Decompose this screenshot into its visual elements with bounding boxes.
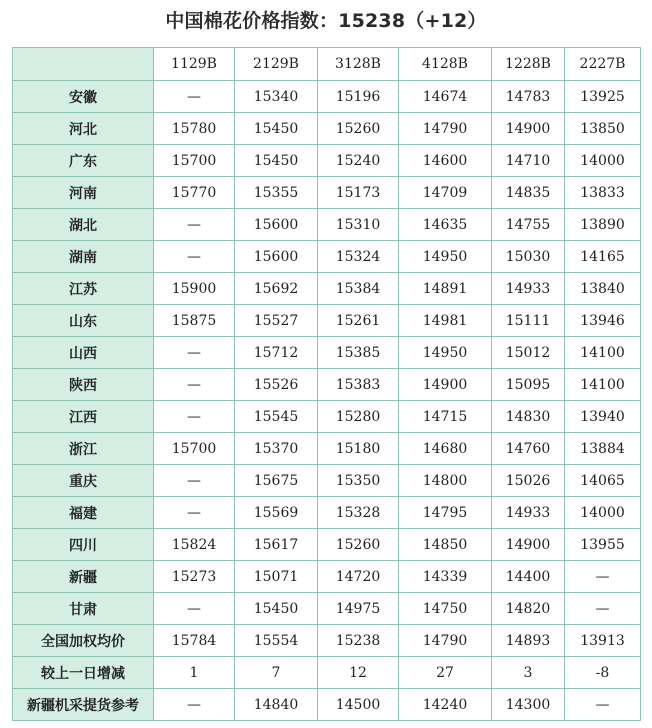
- price-cell: 15196: [318, 81, 399, 113]
- price-cell: 15260: [318, 529, 399, 561]
- price-cell: —: [154, 369, 235, 401]
- price-cell: 13940: [565, 401, 641, 433]
- price-cell: 14790: [399, 625, 492, 657]
- price-cell: 14715: [399, 401, 492, 433]
- row-label: 安徽: [13, 81, 154, 113]
- column-header: 2227B: [565, 48, 641, 81]
- price-cell: —: [154, 401, 235, 433]
- price-cell: 14240: [399, 689, 492, 721]
- row-label: 湖南: [13, 241, 154, 273]
- row-label: 四川: [13, 529, 154, 561]
- price-cell: —: [154, 465, 235, 497]
- table-row: [13, 145, 641, 177]
- row-label: 河南: [13, 177, 154, 209]
- price-cell: 15675: [235, 465, 318, 497]
- price-cell: 14900: [492, 113, 565, 145]
- table-row: [13, 369, 641, 401]
- table-row: [13, 273, 641, 305]
- price-cell: 15770: [154, 177, 235, 209]
- price-cell: 14900: [399, 369, 492, 401]
- price-cell: 14800: [399, 465, 492, 497]
- column-header: 1228B: [492, 48, 565, 81]
- price-cell: 14790: [399, 113, 492, 145]
- price-cell: 15700: [154, 433, 235, 465]
- price-cell: 14339: [399, 561, 492, 593]
- row-label: 山西: [13, 337, 154, 369]
- row-label: 新疆: [13, 561, 154, 593]
- price-cell: 15071: [235, 561, 318, 593]
- price-cell: 15095: [492, 369, 565, 401]
- table-row: [13, 401, 641, 433]
- price-cell: 14165: [565, 241, 641, 273]
- price-cell: 14710: [492, 145, 565, 177]
- price-cell: 14755: [492, 209, 565, 241]
- table-row: [13, 177, 641, 209]
- price-cell: 15026: [492, 465, 565, 497]
- price-cell: 15355: [235, 177, 318, 209]
- price-cell: 15875: [154, 305, 235, 337]
- price-cell: 14933: [492, 273, 565, 305]
- price-cell: 3: [492, 657, 565, 689]
- price-cell: 14820: [492, 593, 565, 625]
- price-cell: 15383: [318, 369, 399, 401]
- price-cell: 15712: [235, 337, 318, 369]
- price-cell: 14300: [492, 689, 565, 721]
- price-cell: 14635: [399, 209, 492, 241]
- price-cell: 15385: [318, 337, 399, 369]
- table-row: [13, 337, 641, 369]
- table-row: [13, 433, 641, 465]
- table-row: [13, 593, 641, 625]
- price-cell: —: [154, 337, 235, 369]
- price-cell: 13840: [565, 273, 641, 305]
- price-cell: 15111: [492, 305, 565, 337]
- row-label: 山东: [13, 305, 154, 337]
- price-cell: 14100: [565, 337, 641, 369]
- price-cell: 15900: [154, 273, 235, 305]
- price-cell: 15310: [318, 209, 399, 241]
- column-header: 1129B: [154, 48, 235, 81]
- price-cell: 14795: [399, 497, 492, 529]
- price-cell: 14900: [492, 529, 565, 561]
- price-cell: 15238: [318, 625, 399, 657]
- price-cell: 12: [318, 657, 399, 689]
- row-label: 较上一日增减: [13, 657, 154, 689]
- price-cell: 15600: [235, 209, 318, 241]
- price-cell: 13850: [565, 113, 641, 145]
- row-label: 甘肃: [13, 593, 154, 625]
- price-cell: 14000: [565, 497, 641, 529]
- price-cell: 15450: [235, 145, 318, 177]
- price-cell: 15450: [235, 593, 318, 625]
- table-row: [13, 561, 641, 593]
- table-row: [13, 81, 641, 113]
- price-cell: 15012: [492, 337, 565, 369]
- price-cell: 13833: [565, 177, 641, 209]
- price-cell: 13946: [565, 305, 641, 337]
- price-cell: 15545: [235, 401, 318, 433]
- price-cell: 15569: [235, 497, 318, 529]
- price-cell: 15240: [318, 145, 399, 177]
- table-row: [13, 657, 641, 689]
- price-cell: 15554: [235, 625, 318, 657]
- price-cell: 15328: [318, 497, 399, 529]
- price-cell: 14760: [492, 433, 565, 465]
- price-cell: 14500: [318, 689, 399, 721]
- row-label: 河北: [13, 113, 154, 145]
- table-row: [13, 529, 641, 561]
- price-cell: 1: [154, 657, 235, 689]
- page-title: 中国棉花价格指数：15238（+12）: [165, 10, 487, 32]
- price-cell: 14850: [399, 529, 492, 561]
- price-cell: 15030: [492, 241, 565, 273]
- price-cell: 15173: [318, 177, 399, 209]
- price-cell: 15617: [235, 529, 318, 561]
- cotton-price-table: [12, 47, 641, 721]
- price-cell: 14933: [492, 497, 565, 529]
- price-cell: —: [154, 593, 235, 625]
- price-cell: 14840: [235, 689, 318, 721]
- row-label: 湖北: [13, 209, 154, 241]
- price-cell: -8: [565, 657, 641, 689]
- price-cell: —: [154, 689, 235, 721]
- price-cell: 15260: [318, 113, 399, 145]
- price-cell: 14600: [399, 145, 492, 177]
- row-label: 重庆: [13, 465, 154, 497]
- price-cell: 15273: [154, 561, 235, 593]
- column-header: 2129B: [235, 48, 318, 81]
- price-cell: —: [565, 593, 641, 625]
- price-cell: 14709: [399, 177, 492, 209]
- price-cell: 7: [235, 657, 318, 689]
- price-cell: 14950: [399, 241, 492, 273]
- price-cell: 15261: [318, 305, 399, 337]
- table-row: [13, 305, 641, 337]
- price-cell: 15700: [154, 145, 235, 177]
- price-cell: 15526: [235, 369, 318, 401]
- price-cell: 14720: [318, 561, 399, 593]
- price-cell: —: [565, 689, 641, 721]
- row-label: 广东: [13, 145, 154, 177]
- price-cell: 14680: [399, 433, 492, 465]
- price-cell: 13884: [565, 433, 641, 465]
- table-row: [13, 689, 641, 721]
- price-cell: 13925: [565, 81, 641, 113]
- price-cell: 15340: [235, 81, 318, 113]
- price-cell: 14830: [492, 401, 565, 433]
- price-cell: 14975: [318, 593, 399, 625]
- table-row: [13, 113, 641, 145]
- price-cell: 15824: [154, 529, 235, 561]
- table-row: [13, 465, 641, 497]
- price-cell: —: [154, 497, 235, 529]
- price-cell: 15324: [318, 241, 399, 273]
- price-cell: 14000: [565, 145, 641, 177]
- price-cell: 13955: [565, 529, 641, 561]
- row-label: 陕西: [13, 369, 154, 401]
- price-cell: 14750: [399, 593, 492, 625]
- price-cell: 15370: [235, 433, 318, 465]
- price-cell: 14065: [565, 465, 641, 497]
- price-cell: 14891: [399, 273, 492, 305]
- price-cell: 15692: [235, 273, 318, 305]
- table-header-row: [13, 48, 641, 81]
- price-cell: 14100: [565, 369, 641, 401]
- row-label: 江苏: [13, 273, 154, 305]
- price-cell: —: [154, 241, 235, 273]
- column-header: 4128B: [399, 48, 492, 81]
- column-header: 3128B: [318, 48, 399, 81]
- table-corner-cell: [13, 48, 154, 81]
- price-cell: 15384: [318, 273, 399, 305]
- price-cell: —: [154, 209, 235, 241]
- price-cell: 27: [399, 657, 492, 689]
- table-row: [13, 625, 641, 657]
- price-cell: 15600: [235, 241, 318, 273]
- row-label: 浙江: [13, 433, 154, 465]
- table-row: [13, 497, 641, 529]
- price-cell: 14400: [492, 561, 565, 593]
- price-cell: —: [154, 81, 235, 113]
- price-cell: 13890: [565, 209, 641, 241]
- price-cell: 14835: [492, 177, 565, 209]
- price-cell: 15780: [154, 113, 235, 145]
- price-cell: 14893: [492, 625, 565, 657]
- row-label: 新疆机采提货参考: [13, 689, 154, 721]
- price-cell: 14950: [399, 337, 492, 369]
- price-cell: 14783: [492, 81, 565, 113]
- price-cell: 15280: [318, 401, 399, 433]
- price-cell: 15784: [154, 625, 235, 657]
- price-cell: 14981: [399, 305, 492, 337]
- table-row: [13, 209, 641, 241]
- price-cell: 15527: [235, 305, 318, 337]
- price-cell: 15450: [235, 113, 318, 145]
- price-cell: 13913: [565, 625, 641, 657]
- price-cell: —: [565, 561, 641, 593]
- price-cell: 14674: [399, 81, 492, 113]
- row-label: 江西: [13, 401, 154, 433]
- price-cell: 15350: [318, 465, 399, 497]
- price-cell: 15180: [318, 433, 399, 465]
- row-label: 全国加权均价: [13, 625, 154, 657]
- row-label: 福建: [13, 497, 154, 529]
- table-row: [13, 241, 641, 273]
